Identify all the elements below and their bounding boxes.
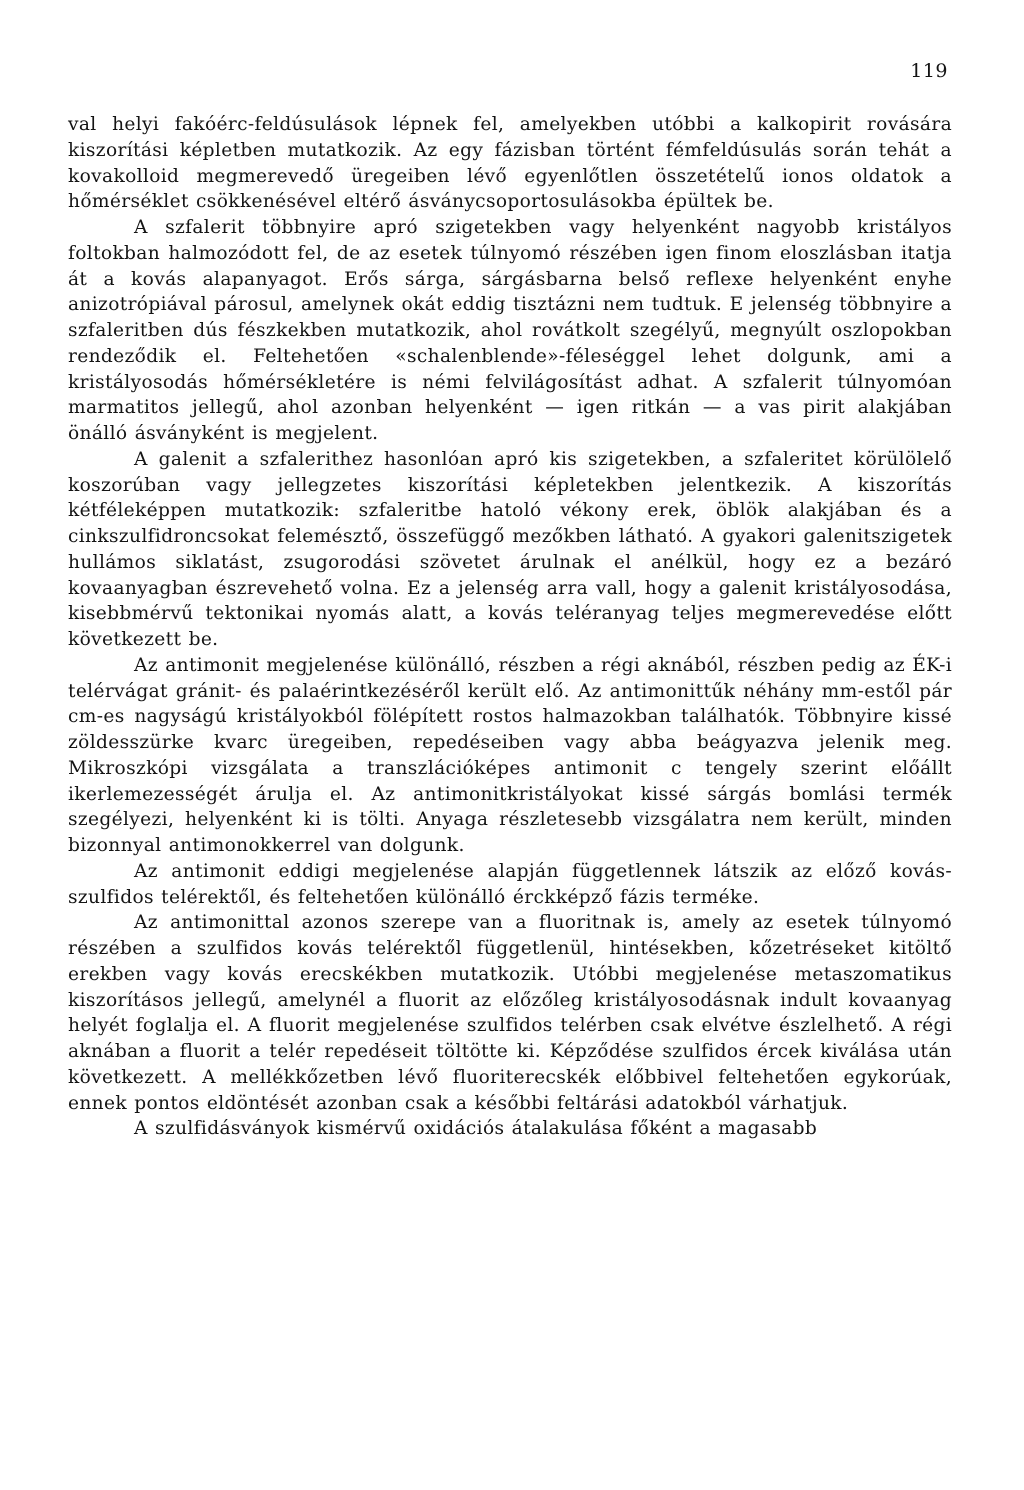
paragraph-antimonit: Az antimonit megjelenése különálló, részben a régi aknából, részben pedig az ÉK-i telérvágat gránit- és palaérintkezéséről került elő. Az antimonittűk néhány mm-estől pár cm-es nagyságú kristályokból fölépített rostos halmazokban találhatók. Többnyire kissé zöldesszürke kvarc üregeiben, repedéseiben vagy abba beágyazva jelenik meg. Mikroszkópi vizsgálata a transzlációképes antimonit c tengely szerint előállt ikerlemezességét árulja el. Az antimonitkristályokat kissé sárgás bomlási termék szegélyezi, helyenként ki is tölti. Anyaga részletesebb vizsgálatra nem került, minden bizonnyal antimonokkerrel van dolgunk. xyxy=(68,654,952,856)
paragraph-antimonit-fazis: Az antimonit eddigi megjelenése alapján függetlennek látszik az előző kovás-szulfidos telérektől, és feltehetően különálló érckképző fázis terméke. xyxy=(68,860,952,908)
paragraph-oxidacio: A szulfidásványok kismérvű oxidációs átalakulása főként a magasabb xyxy=(134,1118,818,1140)
paragraph-fluorit: Az antimonittal azonos szerepe van a fluoritnak is, amely az esetek túlnyomó részében a szulfidos kovás telérektől függetlenül, hintésekben, kőzetréseket kitöltő erekben vagy kovás erecskékben mutatkozik. Utóbbi megjelenése metaszomatikus kiszorításos jellegű, amelynél a fluorit az előzőleg kristályosodásnak indult kovaanyag helyét foglalja el. A fluorit megjelenése szulfidos telérben csak elvétve észlelhető. A régi aknában a fluorit a telér repedéseit töltötte ki. Képződése szulfidos ércek kiválása után következett. A mellékkőzetben lévő fluoriterecskék előbbivel feltehetően egykorúak, ennek pontos eldöntését azonban csak a későbbi feltárási adatokból várhatjuk. xyxy=(68,912,952,1114)
paragraph-fakoerc-continuation: val helyi fakóérc-feldúsulások lépnek fel, amelyekben utóbbi a kalkopirit rovására kiszorítási képletben mutatkozik. Az egy fázisban történt fémfeldúsulás során tehát a kovakolloid megmerevedő üregeiben lévő egyenlőtlen összetételű ionos oldatok a hőmérséklet csökkenésével eltérő ásványcsoportosulásokba épültek be. xyxy=(68,114,952,213)
paragraph-galenit: A galenit a szfalerithez hasonlóan apró kis szigetekben, a szfaleritet körülölelő koszorúban vagy jellegzetes kiszorítási képletekben jelentkezik. A kiszorítás kétféleképpen mutatkozik: szfaleritbe hatoló vékony erek, öblök alakjában és a cinkszulfidroncsokat felemésztő, összefüggő mezőkben látható. A gyakori galenitszigetek hullámos siklatást, zsugorodási szövetet árulnak el anélkül, hogy ez a bezáró kovaanyagban észrevehető volna. Ez a jelenség arra vall, hogy a galenit kristályosodása, kisebbmérvű tektonikai nyomás alatt, a kovás teléranyag teljes megmerevedése előtt következett be. xyxy=(68,448,952,650)
text-body xyxy=(68,112,952,1142)
paragraph-szfalerit: A szfalerit többnyire apró szigetekben vagy helyenként nagyobb kristályos foltokban halmozódott fel, de az esetek túlnyomó részében igen finom eloszlásban itatja át a kovás alapanyagot. Erős sárga, sárgásbarna belső reflexe helyenként enyhe anizotrópiával párosul, amelynek okát eddig tisztázni nem tudtuk. E jelenség többnyire a szfaleritben dús fészkekben mutatkozik, ahol rovátkolt szegélyű, megnyúlt oszlopokban rendeződik el. Feltehetően «schalenblende»-féleséggel lehet dolgunk, ami a kristályosodás hőmérsékletére is némi felvilágosítást adhat. A szfalerit túlnyomóan marmatitos jellegű, ahol azonban helyenként — igen ritkán — a vas pirit alakjában önálló ásványként is megjelent. xyxy=(68,217,952,444)
page-number: 119 xyxy=(910,60,948,82)
